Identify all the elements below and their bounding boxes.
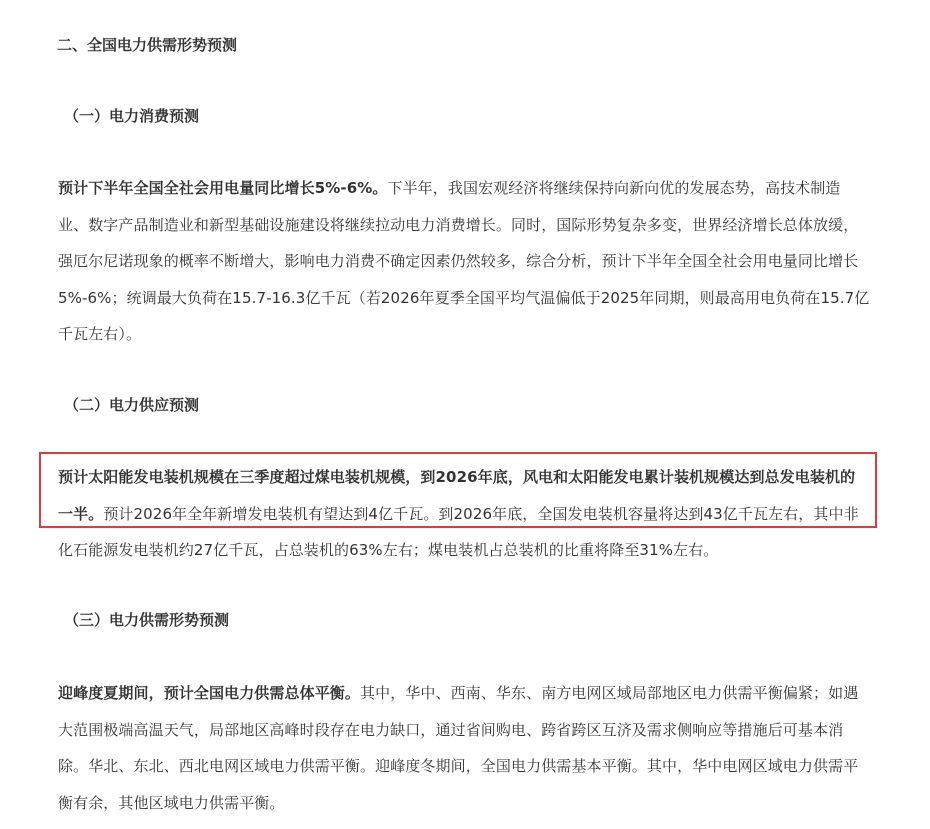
section-title: 二、全国电力供需形势预测 [57, 36, 238, 54]
paragraph-supply-body: 预计2026年全年新增发电装机有望达到4亿千瓦。到2026年底，全国发电装机容量将达到43亿千瓦左右，其中非化石能源发电装机约27亿千瓦，占总装机的63%左右；煤电装机占总装机的比重将降至31%左右。 [58, 504, 859, 559]
paragraph-consumption-body: 下半年，我国宏观经济将继续保持向新向优的发展态势，高技术制造业、数字产品制造业和新型基础设施建设将继续拉动电力消费增长。同时，国际形势复杂多变，世界经济增长总体放缓，强厄尔尼诺现象的概率不断增大，影响电力消费不确定因素仍然较多，综合分析，预计下半年全国全社会用电量同比增长5%-6%；统调最大负荷在15.7-16.3亿千瓦（若2026年夏季全国平均气温偏低于2025年同期，则最高用电负荷在15.7亿千瓦左右）。 [58, 179, 870, 343]
paragraph-consumption-lead: 预计下半年全国全社会用电量同比增长5%-6%。 [58, 179, 388, 197]
paragraph-consumption [58, 170, 870, 353]
subsection-title-supply: （二）电力供应预测 [64, 396, 200, 414]
subsection-title-balance: （三）电力供需形势预测 [64, 611, 230, 629]
paragraph-balance-lead: 迎峰度夏期间，预计全国电力供需总体平衡。 [58, 684, 361, 702]
paragraph-balance [58, 675, 870, 821]
subsection-title-consumption: （一）电力消费预测 [64, 107, 200, 125]
paragraph-balance-body: 其中，华中、西南、华东、南方电网区域局部地区电力供需平衡偏紧；如遇大范围极端高温天气，局部地区高峰时段存在电力缺口，通过省间购电、跨省跨区互济及需求侧响应等措施后可基本消除。华北、东北、西北电网区域电力供需平衡。迎峰度冬期间，全国电力供需基本平衡。其中，华中电网区域电力供需平衡有余，其他区域电力供需平衡。 [58, 684, 859, 812]
paragraph-supply [58, 459, 870, 569]
paragraph-supply-lead: 预计太阳能发电装机规模在三季度超过煤电装机规模，到2026年底，风电和太阳能发电累计装机规模达到总发电装机的一半。 [58, 468, 856, 523]
